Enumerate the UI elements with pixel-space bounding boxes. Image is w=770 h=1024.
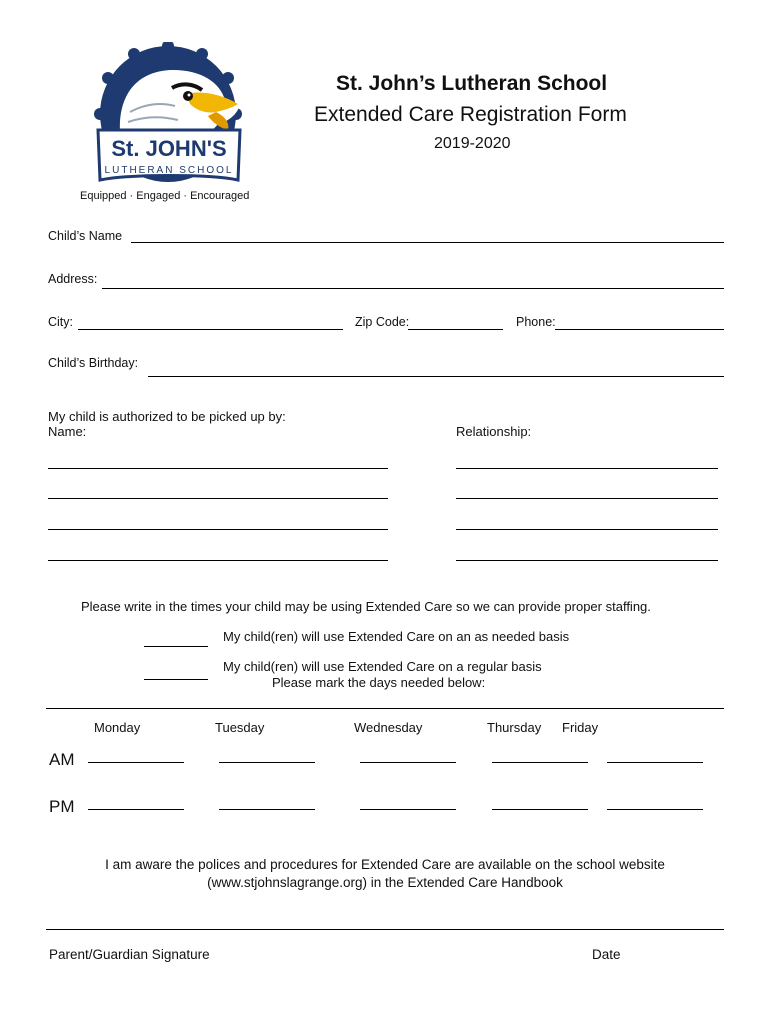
acknowledgement-line2: (www.stjohnslagrange.org) in the Extended Care Handbook xyxy=(207,875,563,890)
pm-wednesday-field[interactable] xyxy=(360,809,456,810)
logo-text-line2: LUTHERAN SCHOOL xyxy=(104,165,234,176)
pickup-intro: My child is authorized to be picked up by: xyxy=(48,409,286,424)
logo-tagline: Equipped · Engaged · Encouraged xyxy=(80,190,250,202)
pm-label: PM xyxy=(49,797,75,816)
pickup-relationship-field-4[interactable] xyxy=(456,560,718,561)
pm-friday-field[interactable] xyxy=(607,809,703,810)
school-logo xyxy=(90,42,250,192)
am-wednesday-field[interactable] xyxy=(360,762,456,763)
birthday-field[interactable] xyxy=(148,376,724,377)
pm-thursday-field[interactable] xyxy=(492,809,588,810)
pickup-name-field-3[interactable] xyxy=(48,529,388,530)
am-monday-field[interactable] xyxy=(88,762,184,763)
date-label: Date xyxy=(592,947,621,962)
pm-monday-field[interactable] xyxy=(88,809,184,810)
schedule-divider xyxy=(46,708,724,709)
child-name-label: Child’s Name xyxy=(48,229,123,243)
day-monday: Monday xyxy=(94,720,141,735)
city-field[interactable] xyxy=(78,329,343,330)
pickup-name-label: Name: xyxy=(48,424,87,439)
birthday-label: Child’s Birthday: xyxy=(48,356,139,370)
signature-line[interactable] xyxy=(46,929,724,930)
regular-option: My child(ren) will use Extended Care on a regular basis xyxy=(223,659,542,674)
address-label: Address: xyxy=(48,272,98,286)
am-friday-field[interactable] xyxy=(607,762,703,763)
am-thursday-field[interactable] xyxy=(492,762,588,763)
pickup-name-field-4[interactable] xyxy=(48,560,388,561)
parent-signature-label: Parent/Guardian Signature xyxy=(49,947,210,962)
pickup-name-field-1[interactable] xyxy=(48,468,388,469)
zip-label: Zip Code: xyxy=(355,315,410,329)
as-needed-blank[interactable] xyxy=(144,646,208,647)
pickup-relationship-field-3[interactable] xyxy=(456,529,718,530)
form-year: 2019-2020 xyxy=(434,135,511,152)
am-label: AM xyxy=(49,750,75,769)
zip-field[interactable] xyxy=(408,329,503,330)
day-friday: Friday xyxy=(562,720,599,735)
am-tuesday-field[interactable] xyxy=(219,762,315,763)
pickup-relationship-field-2[interactable] xyxy=(456,498,718,499)
pm-tuesday-field[interactable] xyxy=(219,809,315,810)
phone-label: Phone: xyxy=(516,315,556,329)
phone-field[interactable] xyxy=(555,329,724,330)
day-wednesday: Wednesday xyxy=(354,720,423,735)
day-tuesday: Tuesday xyxy=(215,720,265,735)
acknowledgement-line1: I am aware the polices and procedures for Extended Care are available on the school website xyxy=(105,857,665,872)
address-field[interactable] xyxy=(102,288,724,289)
pickup-relationship-label: Relationship: xyxy=(456,424,532,439)
child-name-field[interactable] xyxy=(131,242,724,243)
logo-text-line1: St. JOHN'S xyxy=(111,136,227,161)
care-instructions: Please write in the times your child may be using Extended Care so we can provide proper staffing. xyxy=(81,599,651,614)
regular-blank[interactable] xyxy=(144,679,208,680)
pickup-relationship-field-1[interactable] xyxy=(456,468,718,469)
city-label: City: xyxy=(48,315,73,329)
day-thursday: Thursday xyxy=(487,720,542,735)
pickup-name-field-2[interactable] xyxy=(48,498,388,499)
school-name: St. John’s Lutheran School xyxy=(336,72,608,95)
mark-days-instruction: Please mark the days needed below: xyxy=(272,675,486,690)
as-needed-option: My child(ren) will use Extended Care on an as needed basis xyxy=(223,629,570,644)
form-title: Extended Care Registration Form xyxy=(314,103,627,126)
eagle-logo-graphic xyxy=(90,42,250,192)
